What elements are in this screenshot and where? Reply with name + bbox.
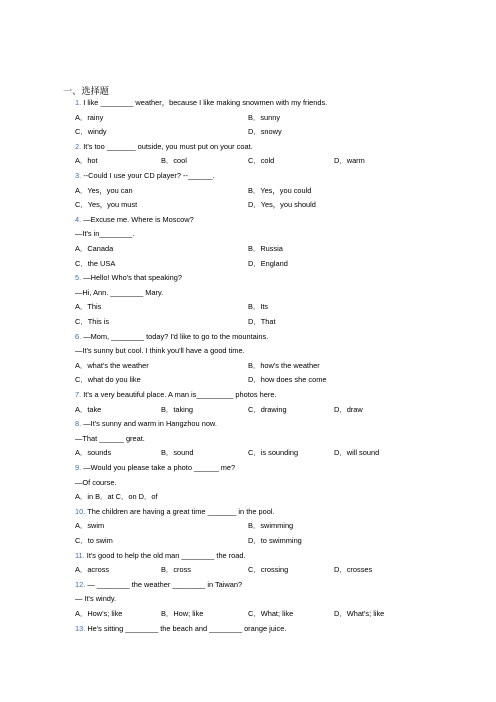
question-text: It's a very beautiful place. A man is_________ photos here. <box>83 390 277 399</box>
option: B．cross <box>161 565 191 575</box>
question-text: --Could I use your CD player? --______. <box>83 171 215 180</box>
question-text: It's too _______ outside, you must put on your coat. <box>83 141 253 151</box>
question-text: —Excuse me. Where is Moscow? <box>83 214 194 224</box>
question-number: 9. <box>75 463 84 472</box>
option: D．snowy <box>248 127 282 137</box>
question-stem <box>75 214 194 226</box>
question-stem <box>75 170 215 182</box>
option: B．Russia <box>248 244 283 253</box>
question-number: 7. <box>75 390 84 399</box>
option: A．rainy <box>75 112 104 122</box>
option: B．swimming <box>248 521 294 531</box>
option: A．Canada <box>75 244 114 253</box>
option: C．what do you like <box>75 375 141 385</box>
dialogue-line: — It's windy. <box>75 594 117 604</box>
question-number: 3. <box>75 171 84 180</box>
option: D．how does she come <box>248 375 327 385</box>
dialogue-line: —Of course. <box>75 477 117 487</box>
question-number: 13. <box>75 623 88 633</box>
question-stem <box>75 389 277 401</box>
question-text: It's good to help the old man ________ the road. <box>86 550 246 560</box>
option: C．What; like <box>248 609 294 618</box>
question-text: —Would you please take a photo ______ me? <box>83 463 236 472</box>
option: D．That <box>248 317 276 326</box>
option: C．is sounding <box>248 448 299 458</box>
option: A．swim <box>75 521 105 531</box>
question-stem <box>75 272 182 284</box>
option: A．sounds <box>75 448 112 458</box>
option: A．take <box>75 404 102 414</box>
option: D．Yes，you should <box>248 200 316 210</box>
option: C．crossing <box>248 565 289 575</box>
question-text: I like ________ weather，because I like making snowmen with my friends. <box>83 98 328 107</box>
option: D．warm <box>334 156 365 166</box>
dialogue-line: —That ______ great. <box>75 433 145 443</box>
question-text: — ________ the weather ________ in Taiwan? <box>87 579 243 589</box>
question-stem <box>75 550 246 562</box>
question-number: 6. <box>75 331 84 341</box>
option: B．sound <box>161 448 194 458</box>
question-text: —It's sunny and warm in Hangzhou now. <box>83 419 217 429</box>
option: A．How's; like <box>75 609 123 618</box>
option: D．England <box>248 258 288 268</box>
option: B．sunny <box>248 112 281 122</box>
question-number: 12. <box>75 579 88 589</box>
option: C．Yes，you must <box>75 200 138 210</box>
option: B．How; like <box>161 609 204 618</box>
question-number: 4. <box>75 214 84 224</box>
dialogue-line: —It's sunny but cool. I think you'll have a good time. <box>75 346 245 356</box>
option: D．crosses <box>334 565 373 575</box>
question-text: The children are having a great time _______ in the pool. <box>87 506 275 516</box>
question-number: 10. <box>75 506 88 516</box>
option-row: A．in B．at C．on D．of <box>75 492 158 502</box>
question-number: 5. <box>75 273 84 283</box>
option: C．cold <box>248 156 275 166</box>
option: D．will sound <box>334 448 380 458</box>
option: C．windy <box>75 127 107 137</box>
question-stem <box>75 331 268 343</box>
question-stem <box>75 506 275 518</box>
question-number: 11. <box>75 550 87 560</box>
option: B．Its <box>248 302 269 312</box>
option: D．What's; like <box>334 609 385 618</box>
question-stem <box>75 141 253 153</box>
option: B．Yes，you could <box>248 185 312 195</box>
question-stem <box>75 462 235 474</box>
option: D．to swimming <box>248 536 302 545</box>
question-text: —Mom, ________ today? I'd like to go to the mountains. <box>83 331 269 341</box>
question-number: 2. <box>75 141 84 151</box>
option: B．cool <box>161 156 187 166</box>
question-number: 1. <box>75 98 84 107</box>
question-stem <box>75 97 327 109</box>
option: C．drawing <box>248 404 287 414</box>
dialogue-line: —Hi, Ann. ________ Mary. <box>75 287 164 297</box>
question-stem <box>75 623 286 635</box>
question-number: 8. <box>75 419 84 429</box>
question-stem <box>75 418 217 430</box>
option: B．taking <box>161 404 194 414</box>
question-text: He's sitting ________ the beach and ________ orange juice. <box>87 623 287 633</box>
option: C．to swim <box>75 536 113 545</box>
dialogue-line: —It's in________. <box>75 229 135 239</box>
option: B．how's the weather <box>248 360 320 370</box>
option: A．This <box>75 302 102 312</box>
option: D．draw <box>334 404 363 414</box>
section-title: 一、选择题 <box>63 86 109 97</box>
option: A．hot <box>75 156 98 166</box>
question-text: —Hello! Who's that speaking? <box>83 273 182 283</box>
option: A．what's the weather <box>75 360 149 370</box>
option: C．This is <box>75 317 110 326</box>
option: C．the USA <box>75 258 116 268</box>
question-stem <box>75 579 242 591</box>
option: A．Yes，you can <box>75 185 133 195</box>
option: A．across <box>75 565 110 575</box>
